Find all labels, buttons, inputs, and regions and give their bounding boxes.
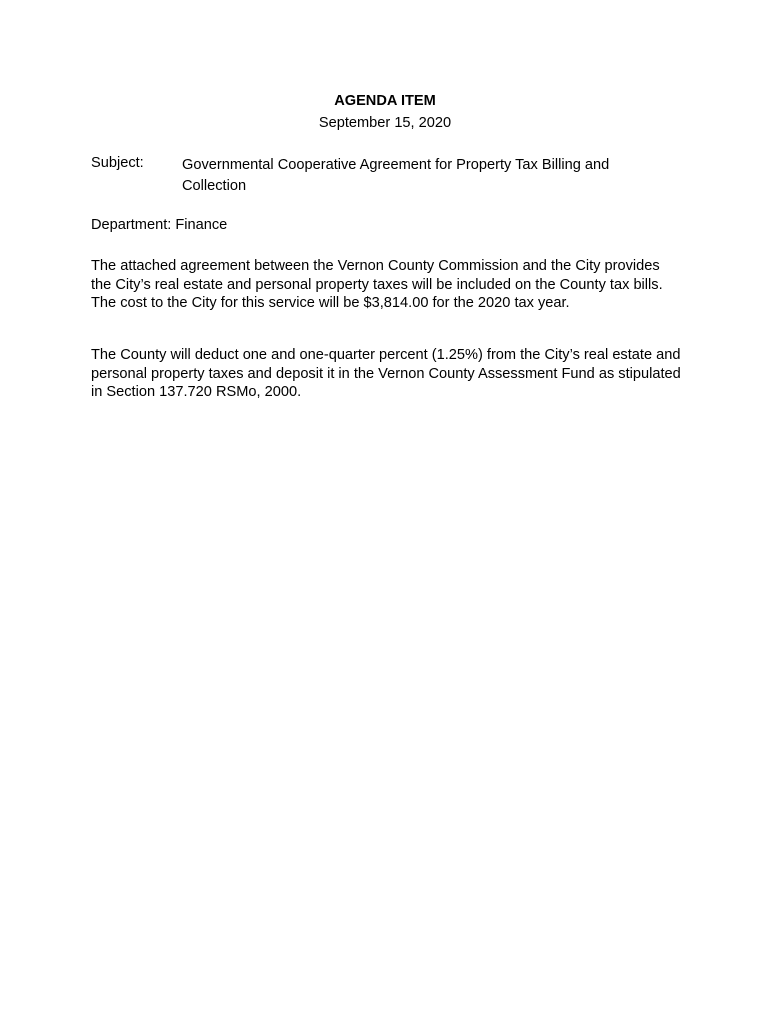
agenda-title: AGENDA ITEM (334, 93, 436, 109)
agenda-date: September 15, 2020 (318, 115, 452, 131)
subject-label: Subject: (91, 155, 144, 171)
body-paragraph-1: The attached agreement between the Vernon County Commission and the City provides the City’s real estate and personal property taxes will be included on the County tax bills. The cost to the City for this service will be $3,814.00 for the 2020 tax year. (91, 258, 663, 311)
body-paragraph-2: The County will deduct one and one-quarter percent (1.25%) from the City’s real estate and personal property taxes and deposit it in the Vernon County Assessment Fund as stipulated in Section 137.720 RSMo, 2000. (91, 347, 681, 400)
subject-value: Governmental Cooperative Agreement for Property Tax Billing and Collection (182, 157, 610, 194)
department-line: Department: Finance (91, 217, 228, 233)
